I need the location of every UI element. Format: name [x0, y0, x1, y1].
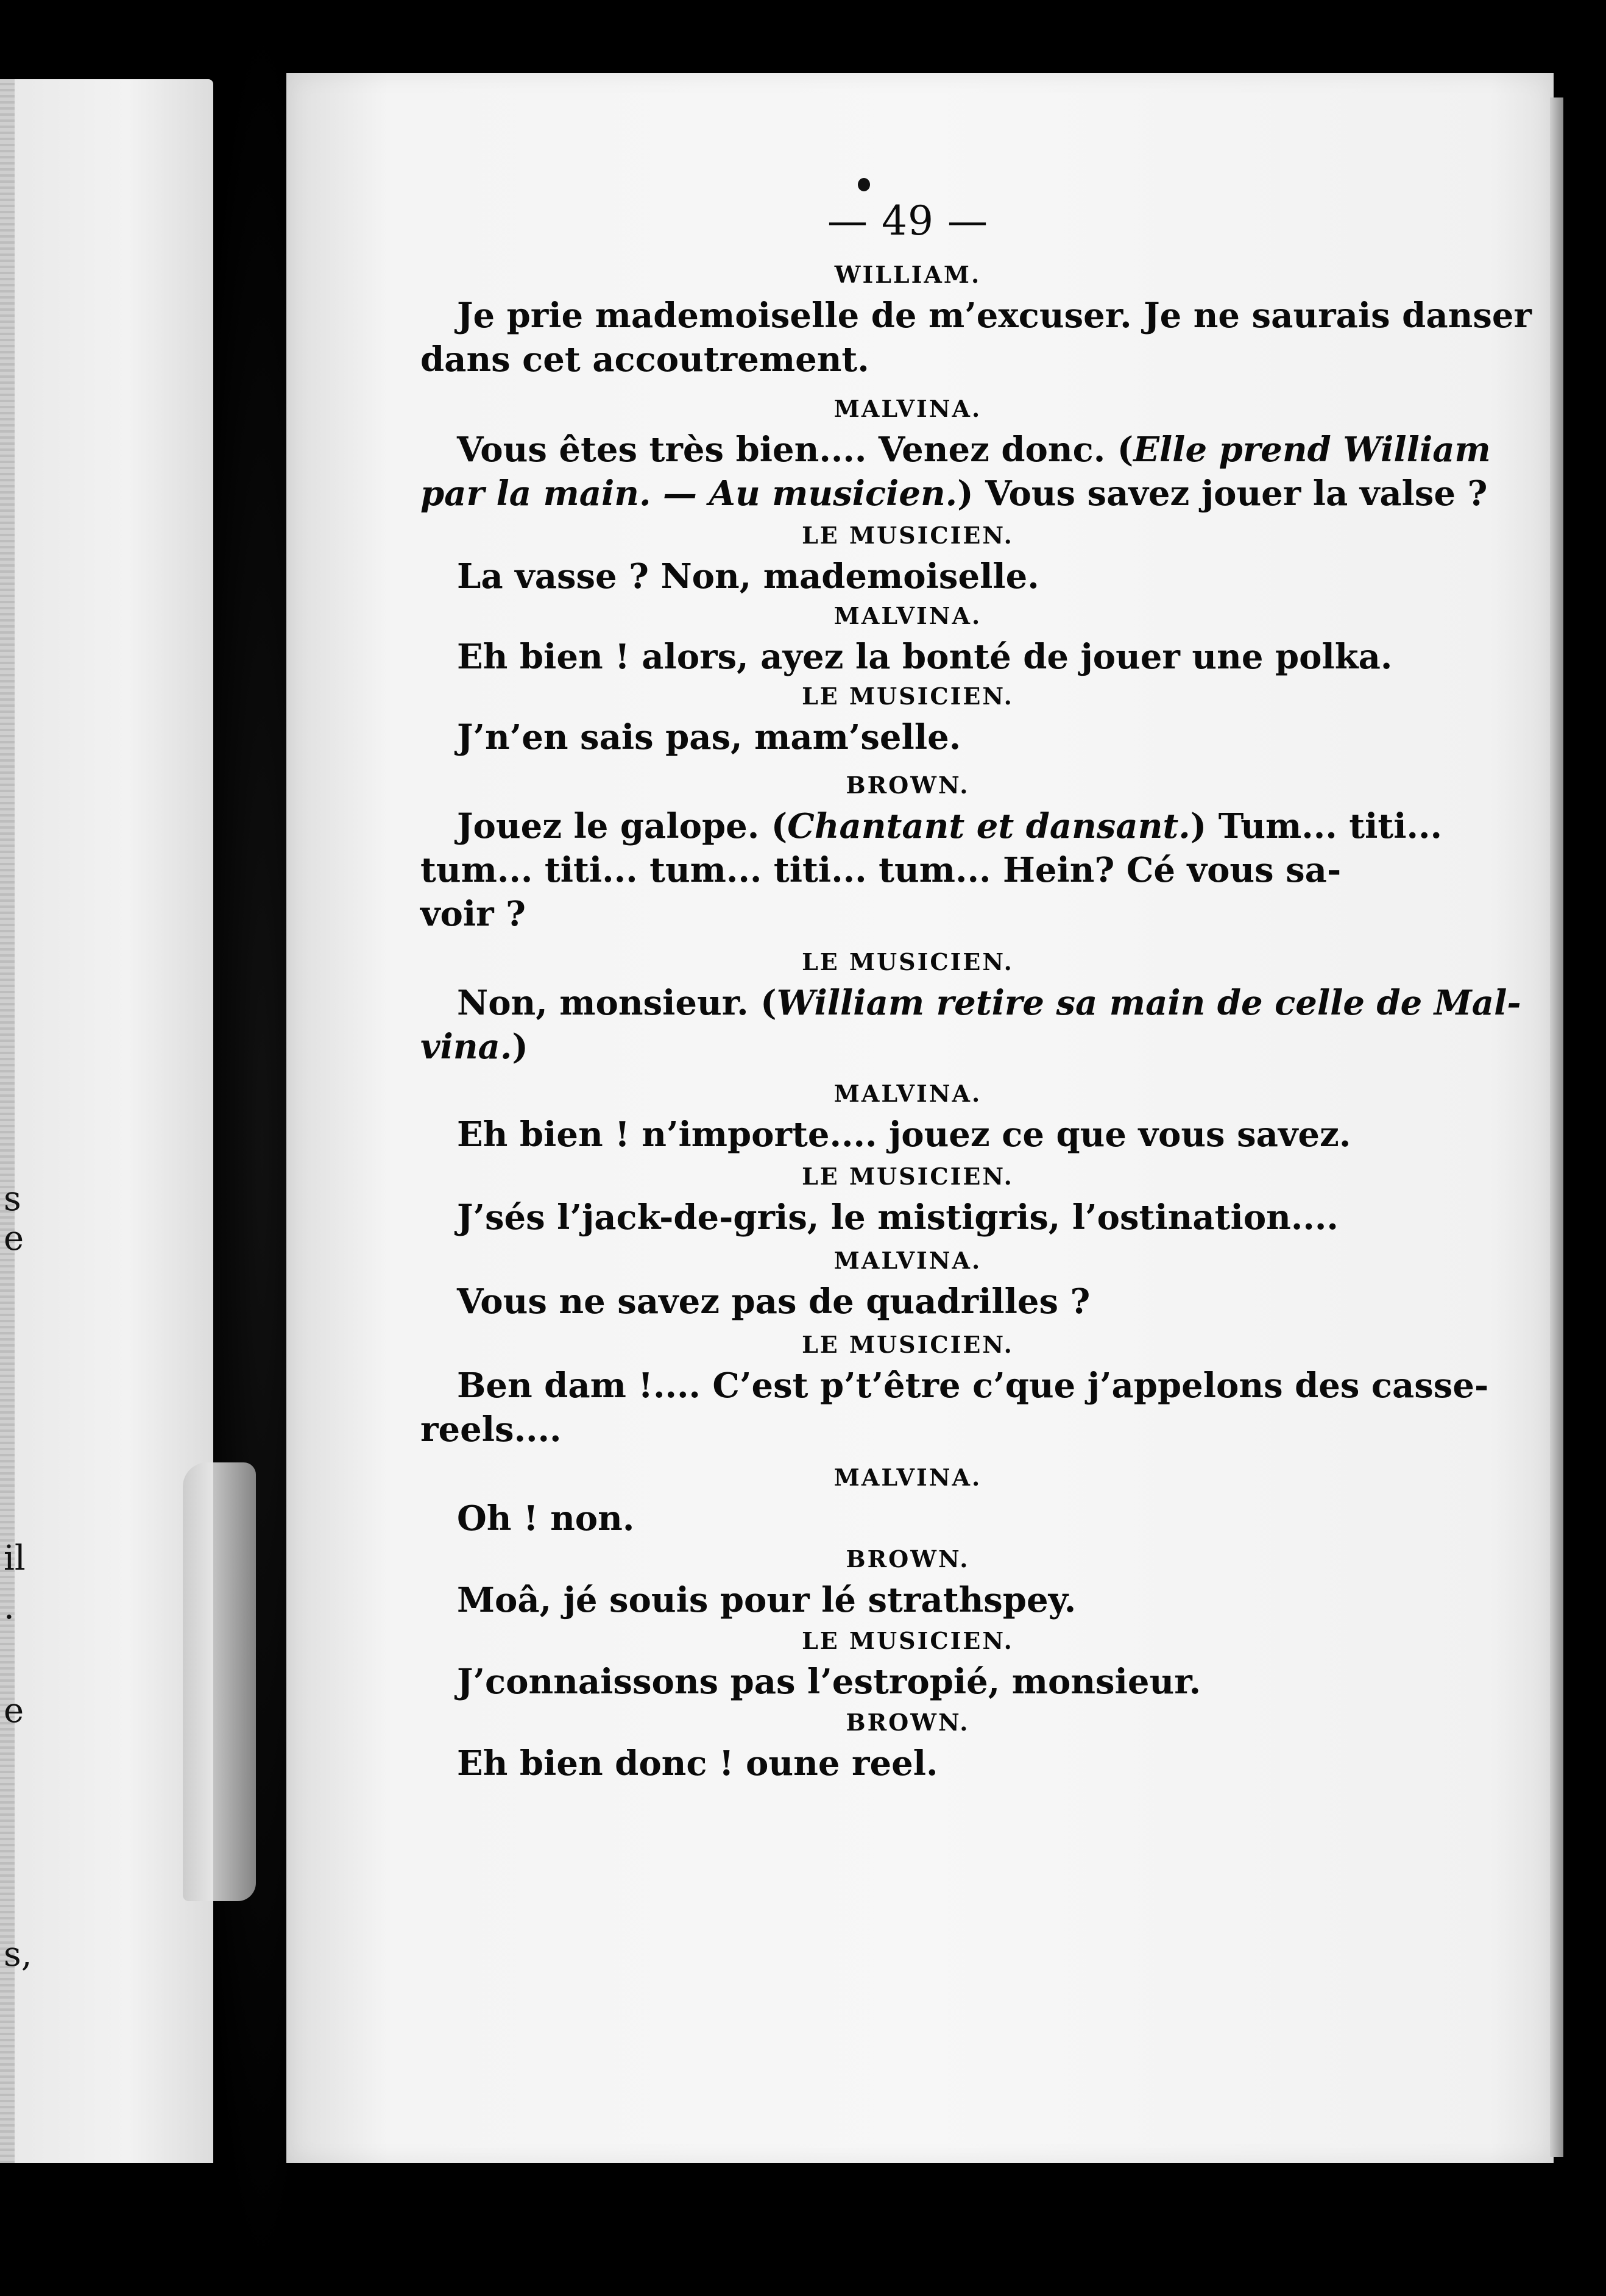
speaker-name: LE MUSICIEN.	[802, 682, 1014, 710]
dialogue-line	[420, 804, 1443, 848]
speaker-name: MALVINA.	[833, 395, 982, 422]
spoken-text: J’connaissons pas l’estropié, monsieur.	[457, 1662, 1201, 1702]
spoken-text: ) Vous savez jouer la valse ?	[957, 473, 1488, 514]
torn-paper-fold	[183, 1462, 256, 1901]
dialogue-line	[420, 1280, 1395, 1323]
dialogue-line	[420, 848, 1395, 892]
spoken-text: dans cet accoutrement.	[420, 339, 869, 380]
spoken-text: J’sés l’jack-de-gris, le mistigris, l’ostination....	[457, 1197, 1339, 1238]
spoken-text: Non, monsieur. (	[457, 983, 777, 1023]
spoken-text: La vasse ? Non, mademoiselle.	[457, 556, 1039, 597]
left-fragment: .	[4, 1587, 15, 1627]
dialogue-line	[420, 338, 1395, 381]
speaker-name: LE MUSICIEN.	[802, 1163, 1014, 1190]
spoken-text: J’n’en sais pas, mam’selle.	[457, 717, 961, 757]
speaker-name: BROWN.	[846, 1709, 970, 1736]
spoken-text: ) Tum... titi...	[1190, 806, 1443, 846]
speaker-name: LE MUSICIEN.	[802, 948, 1014, 976]
left-fragment: e	[4, 1691, 24, 1731]
dialogue-line	[420, 635, 1395, 679]
ink-dot	[858, 178, 870, 191]
dialogue-line	[420, 294, 1532, 338]
spoken-text: Vous ne savez pas de quadrilles ?	[457, 1281, 1091, 1322]
speaker-name: BROWN.	[846, 1545, 970, 1573]
speaker-name: BROWN.	[846, 771, 970, 799]
spoken-text: Eh bien ! n’importe.... jouez ce que vous savez.	[457, 1114, 1351, 1155]
spoken-text: voir ?	[420, 894, 526, 934]
stage-direction: Elle prend William	[1133, 430, 1491, 470]
spoken-text: Eh bien ! alors, ayez la bonté de jouer une polka.	[457, 637, 1393, 677]
spoken-text: )	[512, 1027, 528, 1067]
left-fragment: s	[4, 1179, 21, 1219]
speaker-name: LE MUSICIEN.	[802, 1627, 1014, 1654]
stage-direction: Chantant et dansant.	[787, 806, 1190, 846]
dialogue-line	[420, 1113, 1395, 1157]
right-page	[286, 73, 1554, 2163]
speaker-name: LE MUSICIEN.	[802, 522, 1014, 549]
dialogue-line	[420, 981, 1521, 1025]
speaker-name: WILLIAM.	[834, 261, 982, 288]
spoken-text: Eh bien donc ! oune reel.	[457, 1743, 938, 1784]
dialogue-line	[420, 555, 1395, 598]
left-fragment: s,	[4, 1935, 32, 1974]
dialogue-line	[420, 715, 1395, 759]
stage-direction: par la main. — Au musicien.	[420, 473, 958, 514]
speaker-name: MALVINA.	[833, 1464, 982, 1491]
dialogue-line	[420, 1578, 1395, 1622]
stage-direction: William retire sa main de celle de Mal-	[776, 983, 1521, 1023]
spoken-text: Ben dam !.... C’est p’t’être c’que j’appelons des casse-	[457, 1366, 1489, 1406]
spoken-text: Oh ! non.	[457, 1498, 635, 1539]
speaker-name: MALVINA.	[833, 1247, 982, 1274]
spoken-text: Jouez le galope. (	[457, 806, 788, 846]
left-fragment: e	[4, 1219, 24, 1258]
left-fragment: il	[4, 1539, 26, 1578]
spoken-text: reels....	[420, 1409, 562, 1450]
dialogue-line	[420, 892, 1395, 936]
spoken-text: Moâ, jé souis pour lé strathspey.	[457, 1580, 1077, 1620]
dialogue-line	[420, 1741, 1395, 1785]
page-number: — 49 —	[827, 197, 988, 244]
dialogue-line	[420, 1497, 1395, 1540]
spoken-text: Je prie mademoiselle de m’excuser. Je ne saurais danser	[457, 296, 1532, 336]
speaker-name: MALVINA.	[833, 1080, 982, 1107]
dialogue-line	[420, 472, 1488, 516]
speaker-name: MALVINA.	[833, 602, 982, 629]
dialogue-line	[420, 1364, 1489, 1408]
stage-direction: vina.	[420, 1027, 512, 1067]
dialogue-line	[420, 428, 1491, 472]
dialogue-line	[420, 1660, 1395, 1704]
speaker-name: LE MUSICIEN.	[802, 1331, 1014, 1358]
dialogue	[420, 261, 1532, 1785]
page-text	[420, 197, 1532, 1785]
dialogue-line	[420, 1025, 1395, 1069]
dialogue-line	[420, 1408, 1395, 1451]
right-page-edge	[1550, 97, 1563, 2157]
spoken-text: tum... titi... tum... titi... tum... Hein? Cé vous sa-	[420, 850, 1342, 890]
left-facing-page	[0, 79, 213, 2163]
dialogue-line	[420, 1196, 1395, 1239]
left-page-text-fragments	[0, 79, 37, 2163]
spoken-text: Vous êtes très bien.... Venez donc. (	[457, 430, 1134, 470]
